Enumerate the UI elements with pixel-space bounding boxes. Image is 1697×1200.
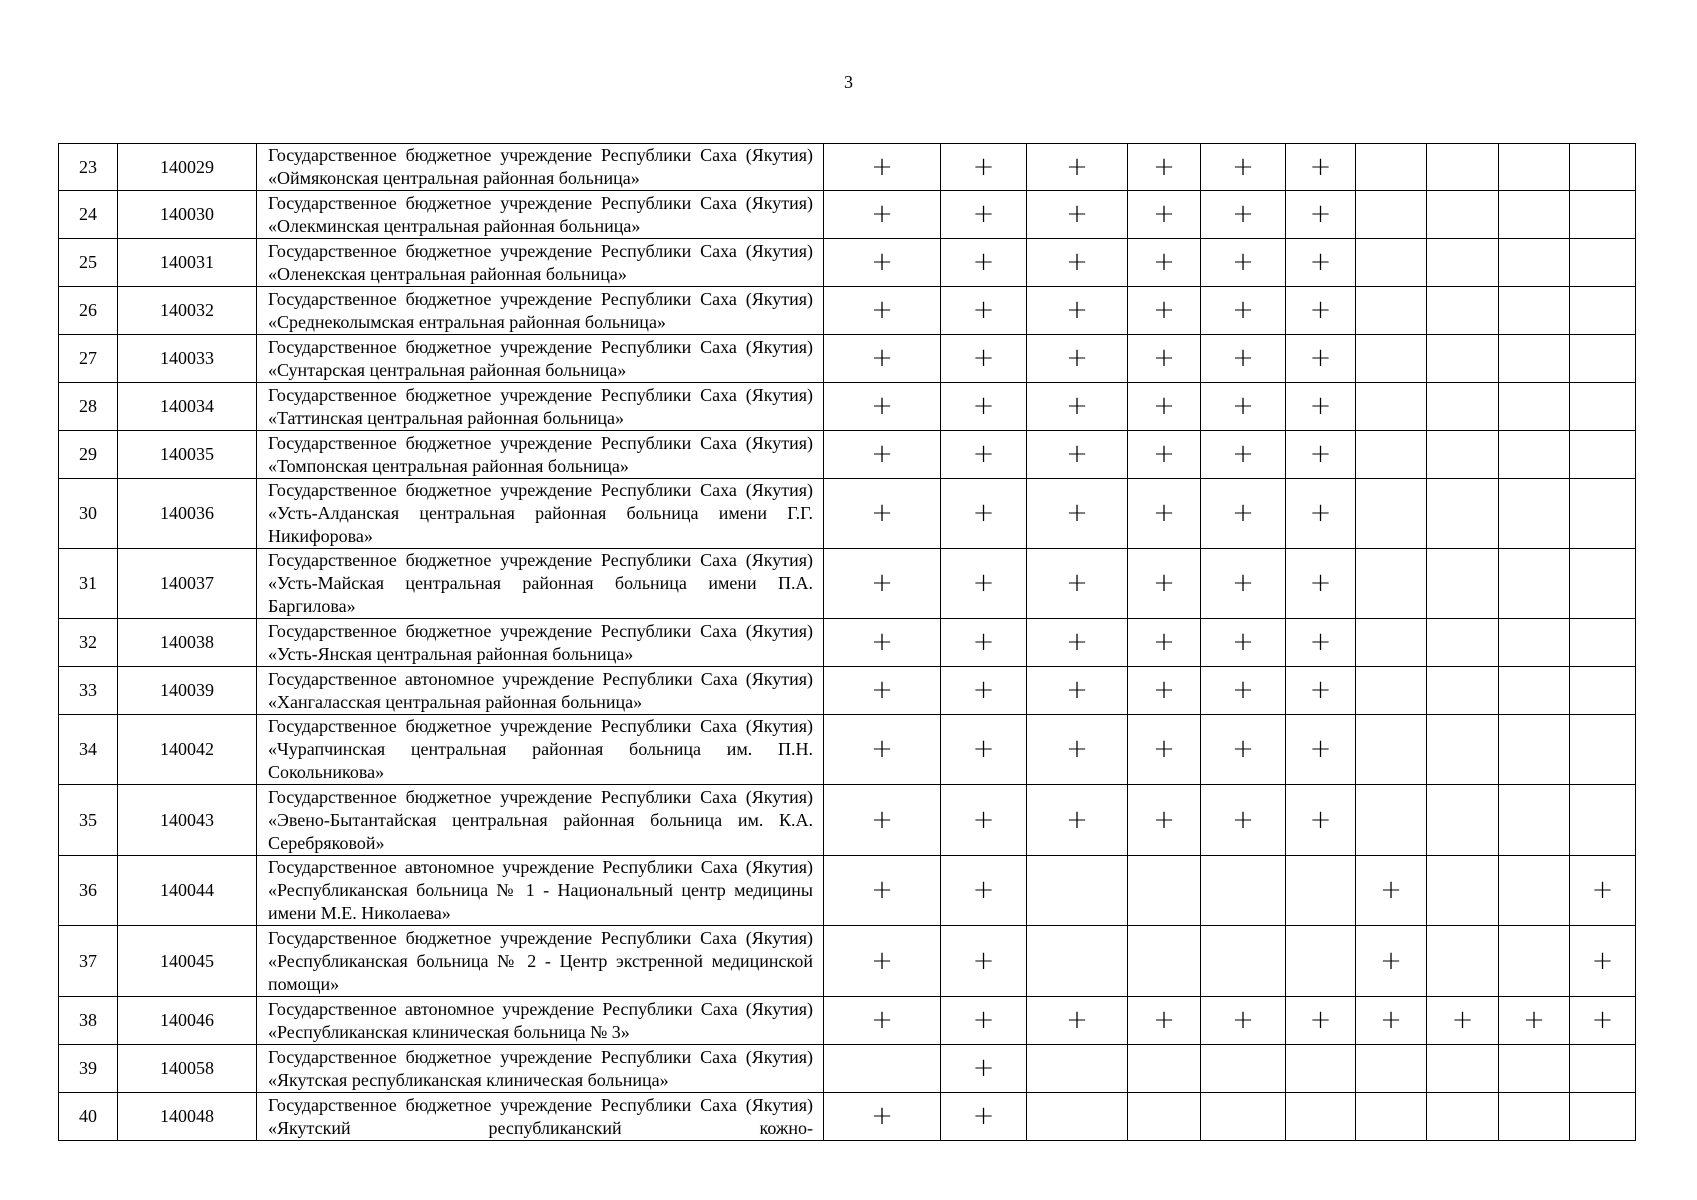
row-number: 35 [59,785,118,856]
mark-cell [1286,856,1356,926]
mark-cell: + [824,479,941,549]
mark-cell [1286,926,1356,997]
table-row [59,926,1636,997]
mark-cell: + [1027,549,1128,619]
mark-cell [1570,239,1636,287]
mark-cell: + [941,619,1027,667]
mark-cell: + [941,335,1027,383]
row-number: 27 [59,335,118,383]
institution-code: 140034 [118,383,257,431]
mark-cell [1570,1093,1636,1141]
mark-cell: + [1201,144,1286,191]
mark-cell [1201,926,1286,997]
mark-cell: + [824,1093,941,1141]
mark-cell [1570,479,1636,549]
mark-cell: + [1201,239,1286,287]
mark-cell: + [1027,785,1128,856]
institution-code: 140030 [118,191,257,239]
mark-cell [1356,667,1427,715]
mark-cell: + [1286,144,1356,191]
institution-code: 140037 [118,549,257,619]
mark-cell: + [824,335,941,383]
mark-cell: + [1286,335,1356,383]
mark-cell [1499,619,1570,667]
mark-cell [1356,549,1427,619]
mark-cell [1570,431,1636,479]
mark-cell [1570,785,1636,856]
mark-cell [1286,1045,1356,1093]
mark-cell: + [1027,997,1128,1045]
mark-cell: + [1128,431,1201,479]
institution-code: 140045 [118,926,257,997]
mark-cell [1499,287,1570,335]
mark-cell: + [1286,431,1356,479]
mark-cell: + [1286,191,1356,239]
mark-cell: + [1356,997,1427,1045]
mark-cell [1427,191,1499,239]
table-row [59,667,1636,715]
mark-cell [1128,926,1201,997]
mark-cell: + [1201,715,1286,785]
row-number: 33 [59,667,118,715]
mark-cell [1356,785,1427,856]
mark-cell: + [824,383,941,431]
mark-cell: + [1128,715,1201,785]
mark-cell: + [1201,383,1286,431]
mark-cell: + [941,785,1027,856]
mark-cell [1356,287,1427,335]
mark-cell [1427,715,1499,785]
mark-cell: + [1201,785,1286,856]
mark-cell [1427,383,1499,431]
row-number: 28 [59,383,118,431]
mark-cell: + [1286,667,1356,715]
mark-cell: + [1027,287,1128,335]
mark-cell: + [1286,383,1356,431]
mark-cell [1427,856,1499,926]
mark-cell: + [1286,619,1356,667]
institution-name: Государственное бюджетное учреждение Республики Саха (Якутия) «Сунтарская центральная районная больница» [257,335,824,383]
mark-cell [1499,715,1570,785]
mark-cell: + [1286,479,1356,549]
page-number: 3 [844,72,853,92]
mark-cell [1201,1045,1286,1093]
mark-cell: + [824,997,941,1045]
mark-cell [1356,239,1427,287]
table-row [59,997,1636,1045]
mark-cell: + [824,239,941,287]
mark-cell [1128,1045,1201,1093]
table-row [59,1045,1636,1093]
table-row [59,785,1636,856]
mark-cell [1570,549,1636,619]
mark-cell: + [824,667,941,715]
mark-cell [1427,239,1499,287]
mark-cell [1128,1093,1201,1141]
mark-cell: + [941,287,1027,335]
mark-cell: + [1128,191,1201,239]
mark-cell: + [941,549,1027,619]
mark-cell [1201,856,1286,926]
mark-cell: + [1201,667,1286,715]
mark-cell: + [1128,239,1201,287]
mark-cell [1427,1093,1499,1141]
mark-cell [1499,926,1570,997]
mark-cell: + [1286,715,1356,785]
mark-cell: + [1427,997,1499,1045]
mark-cell: + [1128,287,1201,335]
mark-cell: + [1570,997,1636,1045]
mark-cell: + [824,191,941,239]
table-row [59,619,1636,667]
mark-cell: + [1201,479,1286,549]
institution-code: 140043 [118,785,257,856]
institution-name: Государственное бюджетное учреждение Республики Саха (Якутия) «Якутская республиканская клиническая больница» [257,1045,824,1093]
table-row [59,383,1636,431]
mark-cell: + [1027,383,1128,431]
mark-cell: + [824,549,941,619]
institution-code: 140035 [118,431,257,479]
institution-name: Государственное автономное учреждение Республики Саха (Якутия) «Республиканская клиническая больница № 3» [257,997,824,1045]
mark-cell: + [1027,619,1128,667]
mark-cell: + [1027,667,1128,715]
mark-cell: + [1201,431,1286,479]
mark-cell [1499,431,1570,479]
mark-cell [1570,287,1636,335]
mark-cell: + [941,144,1027,191]
mark-cell [1499,239,1570,287]
mark-cell [1356,383,1427,431]
mark-cell: + [1201,287,1286,335]
institution-code: 140048 [118,1093,257,1141]
mark-cell [1356,144,1427,191]
row-number: 39 [59,1045,118,1093]
row-number: 31 [59,549,118,619]
mark-cell: + [1356,926,1427,997]
mark-cell [1427,287,1499,335]
institution-code: 140046 [118,997,257,1045]
mark-cell: + [1201,997,1286,1045]
mark-cell [1027,926,1128,997]
institution-name: Государственное бюджетное учреждение Республики Саха (Якутия) «Олекминская центральная районная больница» [257,191,824,239]
table-row [59,335,1636,383]
mark-cell [1128,856,1201,926]
mark-cell [1356,1093,1427,1141]
mark-cell: + [824,619,941,667]
mark-cell [1499,856,1570,926]
mark-cell: + [1128,619,1201,667]
institution-code: 140031 [118,239,257,287]
mark-cell [1570,1045,1636,1093]
institution-code: 140029 [118,144,257,191]
table-row [59,715,1636,785]
institution-name: Государственное бюджетное учреждение Республики Саха (Якутия) «Республиканская больница № 2 - Центр экстренной медицинской помощи» [257,926,824,997]
mark-cell: + [1286,287,1356,335]
mark-cell [1027,1093,1128,1141]
mark-cell [1356,335,1427,383]
mark-cell: + [1128,667,1201,715]
mark-cell: + [1027,335,1128,383]
mark-cell [1427,926,1499,997]
mark-cell [1570,667,1636,715]
mark-cell: + [824,785,941,856]
mark-cell [1499,335,1570,383]
institution-code: 140038 [118,619,257,667]
institution-code: 140039 [118,667,257,715]
institution-name: Государственное автономное учреждение Республики Саха (Якутия) «Республиканская больница № 1 - Национальный центр медицины имени М.Е. Николаева» [257,856,824,926]
mark-cell [1499,479,1570,549]
mark-cell: + [824,856,941,926]
table-row [59,239,1636,287]
mark-cell [1427,431,1499,479]
mark-cell: + [941,239,1027,287]
row-number: 36 [59,856,118,926]
mark-cell: + [1128,144,1201,191]
mark-cell: + [941,479,1027,549]
row-number: 25 [59,239,118,287]
mark-cell: + [941,191,1027,239]
mark-cell [1427,144,1499,191]
institution-name: Государственное бюджетное учреждение Республики Саха (Якутия) «Оймяконская центральная районная больница» [257,144,824,191]
mark-cell: + [941,383,1027,431]
institution-name: Государственное бюджетное учреждение Республики Саха (Якутия) «Усть-Алданская центральная районная больница имени Г.Г. Никифорова» [257,479,824,549]
institution-name: Государственное бюджетное учреждение Республики Саха (Якутия) «Якутский республиканский кожно- [257,1093,824,1141]
mark-cell [1201,1093,1286,1141]
mark-cell [1499,549,1570,619]
mark-cell: + [941,926,1027,997]
row-number: 34 [59,715,118,785]
mark-cell [1356,619,1427,667]
institution-name: Государственное бюджетное учреждение Республики Саха (Якутия) «Усть-Майская центральная районная больница имени П.А. Баргилова» [257,549,824,619]
mark-cell [1570,144,1636,191]
row-number: 23 [59,144,118,191]
mark-cell: + [824,926,941,997]
mark-cell [1286,1093,1356,1141]
mark-cell: + [1128,549,1201,619]
row-number: 24 [59,191,118,239]
mark-cell: + [1201,619,1286,667]
table-row [59,287,1636,335]
institution-name: Государственное бюджетное учреждение Республики Саха (Якутия) «Среднеколымская ентральная районная больница» [257,287,824,335]
mark-cell [1427,335,1499,383]
table-row [59,856,1636,926]
mark-cell [1499,383,1570,431]
row-number: 26 [59,287,118,335]
mark-cell [1356,715,1427,785]
mark-cell [1570,715,1636,785]
institution-code: 140058 [118,1045,257,1093]
mark-cell: + [1128,997,1201,1045]
table-row [59,1093,1636,1141]
institution-name: Государственное автономное учреждение Республики Саха (Якутия) «Хангаласская центральная районная больница» [257,667,824,715]
mark-cell [1499,1045,1570,1093]
mark-cell [1427,667,1499,715]
mark-cell: + [1128,335,1201,383]
row-number: 37 [59,926,118,997]
mark-cell [824,1045,941,1093]
mark-cell: + [941,1093,1027,1141]
mark-cell [1570,191,1636,239]
institutions-table [58,143,1636,1141]
mark-cell: + [1356,856,1427,926]
mark-cell [1499,144,1570,191]
mark-cell: + [824,431,941,479]
institution-code: 140036 [118,479,257,549]
mark-cell [1499,667,1570,715]
mark-cell: + [1286,239,1356,287]
table-row [59,431,1636,479]
mark-cell [1570,619,1636,667]
institution-code: 140042 [118,715,257,785]
institution-code: 140033 [118,335,257,383]
mark-cell: + [941,667,1027,715]
mark-cell: + [1286,549,1356,619]
mark-cell: + [1286,997,1356,1045]
mark-cell [1356,191,1427,239]
mark-cell: + [941,431,1027,479]
mark-cell [1427,619,1499,667]
mark-cell: + [1027,239,1128,287]
mark-cell: + [1027,715,1128,785]
institution-name: Государственное бюджетное учреждение Республики Саха (Якутия) «Оленекская центральная районная больница» [257,239,824,287]
mark-cell: + [941,856,1027,926]
mark-cell [1356,479,1427,549]
institution-name: Государственное бюджетное учреждение Республики Саха (Якутия) «Чурапчинская центральная районная больница им. П.Н. Сокольникова» [257,715,824,785]
mark-cell: + [1128,383,1201,431]
mark-cell [1027,856,1128,926]
mark-cell: + [941,997,1027,1045]
mark-cell: + [824,144,941,191]
mark-cell [1570,383,1636,431]
mark-cell [1427,1045,1499,1093]
mark-cell: + [1201,549,1286,619]
mark-cell: + [1027,431,1128,479]
mark-cell: + [1286,785,1356,856]
institution-name: Государственное бюджетное учреждение Республики Саха (Якутия) «Эвено-Бытантайская центральная районная больница им. К.А. Серебряковой» [257,785,824,856]
table-row [59,479,1636,549]
mark-cell: + [1128,785,1201,856]
mark-cell: + [1027,144,1128,191]
mark-cell: + [824,287,941,335]
mark-cell [1499,1093,1570,1141]
mark-cell [1570,335,1636,383]
mark-cell: + [1027,479,1128,549]
mark-cell [1427,785,1499,856]
row-number: 30 [59,479,118,549]
table-row [59,144,1636,191]
institution-name: Государственное бюджетное учреждение Республики Саха (Якутия) «Томпонская центральная районная больница» [257,431,824,479]
mark-cell: + [1201,335,1286,383]
row-number: 29 [59,431,118,479]
institution-name: Государственное бюджетное учреждение Республики Саха (Якутия) «Усть-Янская центральная районная больница» [257,619,824,667]
institution-name: Государственное бюджетное учреждение Республики Саха (Якутия) «Таттинская центральная районная больница» [257,383,824,431]
mark-cell: + [1570,856,1636,926]
mark-cell [1499,785,1570,856]
mark-cell: + [941,1045,1027,1093]
table-row [59,191,1636,239]
mark-cell: + [1128,479,1201,549]
mark-cell: + [1570,926,1636,997]
institution-code: 140044 [118,856,257,926]
table-row [59,549,1636,619]
mark-cell: + [1201,191,1286,239]
row-number: 40 [59,1093,118,1141]
mark-cell [1027,1045,1128,1093]
mark-cell [1356,431,1427,479]
mark-cell: + [824,715,941,785]
mark-cell: + [941,715,1027,785]
mark-cell: + [1499,997,1570,1045]
mark-cell [1356,1045,1427,1093]
row-number: 32 [59,619,118,667]
mark-cell: + [1027,191,1128,239]
mark-cell [1499,191,1570,239]
row-number: 38 [59,997,118,1045]
mark-cell [1427,549,1499,619]
institution-code: 140032 [118,287,257,335]
mark-cell [1427,479,1499,549]
